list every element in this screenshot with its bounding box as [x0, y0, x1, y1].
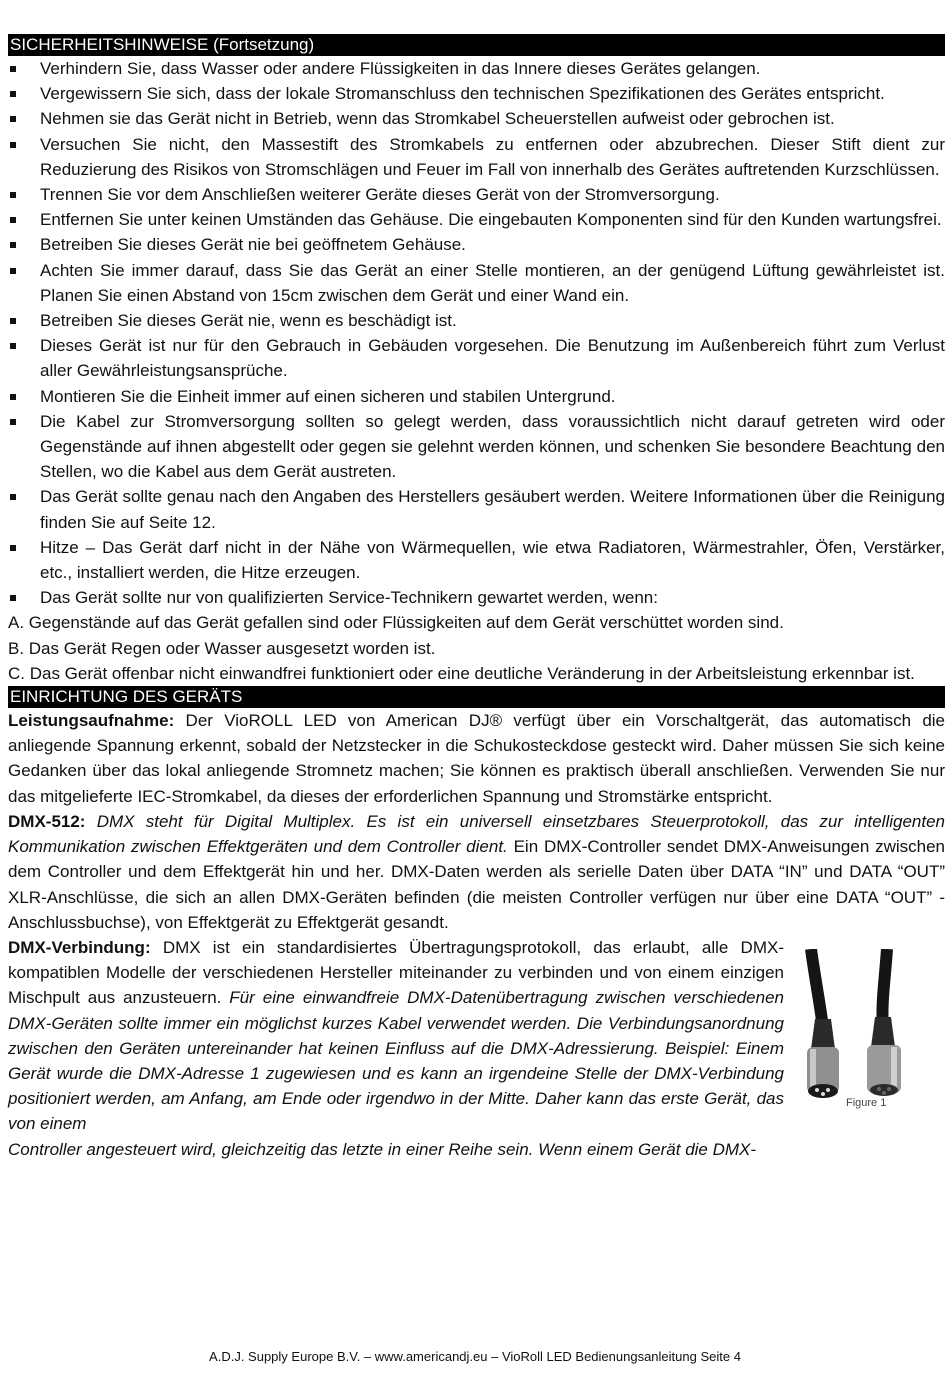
- list-item: Die Kabel zur Stromversorgung sollten so gelegt werden, dass voraussichtlich nicht darauf getreten wird oder Gegenstände auf ihnen abgestellt oder gegen sie gelehnt werden können, und schenken Sie besondere Beachtung den Stellen, wo die Kabel aus dem Gerät austreten.: [8, 409, 945, 485]
- power-paragraph: [8, 708, 945, 809]
- list-item: Betreiben Sie dieses Gerät nie, wenn es beschädigt ist.: [8, 308, 945, 333]
- page-footer: A.D.J. Supply Europe B.V. – www.americandj.eu – VioRoll LED Bedienungsanleitung Seite 4: [209, 1349, 741, 1364]
- dmx512-label: DMX-512:: [8, 811, 86, 831]
- list-item: Das Gerät sollte genau nach den Angaben des Herstellers gesäubert werden. Weitere Informationen über die Reinigung finden Sie auf Seite 12.: [8, 484, 945, 534]
- dmx-connection-label: DMX-Verbindung:: [8, 937, 151, 957]
- dmx-connection-text: DMX ist ein standardisiertes Übertragungsprotokoll, das erlaubt, alle DMX-kompatiblen Modelle der verschiedenen Hersteller miteinander zu verbinden und von einem einzigen Mischpult aus anzusteuern.: [8, 937, 784, 1008]
- section-heading-safety: SICHERHEITSHINWEISE (Fortsetzung): [8, 34, 945, 56]
- dmx-connection-block: [8, 935, 945, 1162]
- figure-caption: Figure 1: [846, 1096, 887, 1109]
- list-item: Nehmen sie das Gerät nicht in Betrieb, wenn das Stromkabel Scheuerstellen aufweist oder gebrochen ist.: [8, 106, 945, 131]
- document-page: [8, 34, 945, 1162]
- section-heading-setup: EINRICHTUNG DES GERÄTS: [8, 686, 945, 708]
- power-label: Leistungsaufnahme:: [8, 711, 175, 731]
- dmx512-text: Ein DMX-Controller sendet DMX-Anweisungen zwischen dem Controller und dem Effektgerät hin und her. DMX-Daten werden als serielle Daten über DATA “IN” und DATA “OUT” XLR-Anschlüsse, die sich an allen DMX-Geräten befinden (die meisten Controller verfügen nur über eine DATA “OUT” - Anschlussbuchse), von Effektgerät zu Effektgerät gesandt.: [8, 837, 945, 932]
- list-item: Entfernen Sie unter keinen Umständen das Gehäuse. Die eingebauten Komponenten sind für den Kunden wartungsfrei.: [8, 207, 945, 232]
- dmx-connection-tail: Controller angesteuert wird, gleichzeitig das letzte in einer Reihe sein. Wenn einem Gerät die DMX-: [8, 1139, 757, 1159]
- list-item: Vergewissern Sie sich, dass der lokale Stromanschluss den technischen Spezifikationen des Gerätes entspricht.: [8, 81, 945, 106]
- dmx512-paragraph: [8, 809, 945, 935]
- list-item: Versuchen Sie nicht, den Massestift des Stromkabels zu entfernen oder abzubrechen. Dieser Stift dient zur Reduzierung des Risikos von Stromschlägen und Feuer im Fall von innerhalb des Gerätes auftretenden Kurzschlüssen.: [8, 132, 945, 182]
- service-condition-c: C. Das Gerät offenbar nicht einwandfrei funktioniert oder eine deutliche Veränderung in der Arbeitsleistung erkennbar ist.: [8, 663, 915, 683]
- dmx-connection-paragraph: [8, 935, 784, 1137]
- list-item: Das Gerät sollte nur von qualifizierten Service-Technikern gewartet werden, wenn:: [8, 585, 945, 610]
- list-item: Achten Sie immer darauf, dass Sie das Gerät an einer Stelle montieren, an der genügend Lüftung gewährleistet ist. Planen Sie einen Abstand von 15cm zwischen dem Gerät und einer Wand ein.: [8, 258, 945, 308]
- service-condition-a: A. Gegenstände auf das Gerät gefallen sind oder Flüssigkeiten auf dem Gerät verschüttet worden sind.: [8, 613, 784, 633]
- list-item: Montieren Sie die Einheit immer auf einen sicheren und stabilen Untergrund.: [8, 384, 945, 409]
- xlr-cable-figure: [801, 949, 909, 1119]
- power-text: Der VioROLL LED von American DJ® verfügt über ein Vorschaltgerät, das automatisch die anliegende Spannung erkennt, sobald der Netzstecker in die Schukosteckdose gesteckt wird. Daher müssen Sie sich keine Gedanken über das lokal anliegende Stromnetz machen; Sie können es praktisch überall anschließen. Verwenden Sie nur das mitgelieferte IEC-Stromkabel, da dieses der erforderlichen Spannung und Stromstärke entspricht.: [8, 711, 945, 806]
- list-item: Hitze – Das Gerät darf nicht in der Nähe von Wärmequellen, wie etwa Radiatoren, Wärmestrahler, Öfen, Verstärker, etc., installiert werden, die Hitze erzeugen.: [8, 535, 945, 585]
- list-item: Trennen Sie vor dem Anschließen weiterer Geräte dieses Gerät von der Stromversorgung.: [8, 182, 945, 207]
- dmx-connection-note: Für eine einwandfreie DMX-Datenübertragung zwischen verschiedenen DMX-Geräten sollte immer ein möglichst kurzes Kabel verwendet werden. Die Verbindungsanordnung zwischen den Geräten untereinander hat keinen Einfluss auf die DMX-Adressierung. Beispiel: Einem Gerät wurde die DMX-Adresse 1 zugewiesen und es kann an irgendeine Stelle der DMX-Verbindung positioniert werden, am Anfang, am Ende oder irgendwo in der Mitte. Daher kann das erste Gerät, das von einem: [8, 988, 784, 1134]
- list-item: Verhindern Sie, dass Wasser oder andere Flüssigkeiten in das Innere dieses Gerätes gelangen.: [8, 56, 945, 81]
- dmx512-definition: DMX steht für Digital Multiplex. Es ist ein universell einsetzbares Steuerprotokoll, das zur intelligenten Kommunikation zwischen Effektgeräten und dem Controller dient.: [8, 811, 945, 857]
- safety-list: [8, 56, 945, 610]
- list-item: Betreiben Sie dieses Gerät nie bei geöffnetem Gehäuse.: [8, 232, 945, 257]
- list-item: Dieses Gerät ist nur für den Gebrauch in Gebäuden vorgesehen. Die Benutzung im Außenbereich führt zum Verlust aller Gewährleistungsansprüche.: [8, 333, 945, 383]
- service-condition-b: B. Das Gerät Regen oder Wasser ausgesetzt worden ist.: [8, 638, 436, 658]
